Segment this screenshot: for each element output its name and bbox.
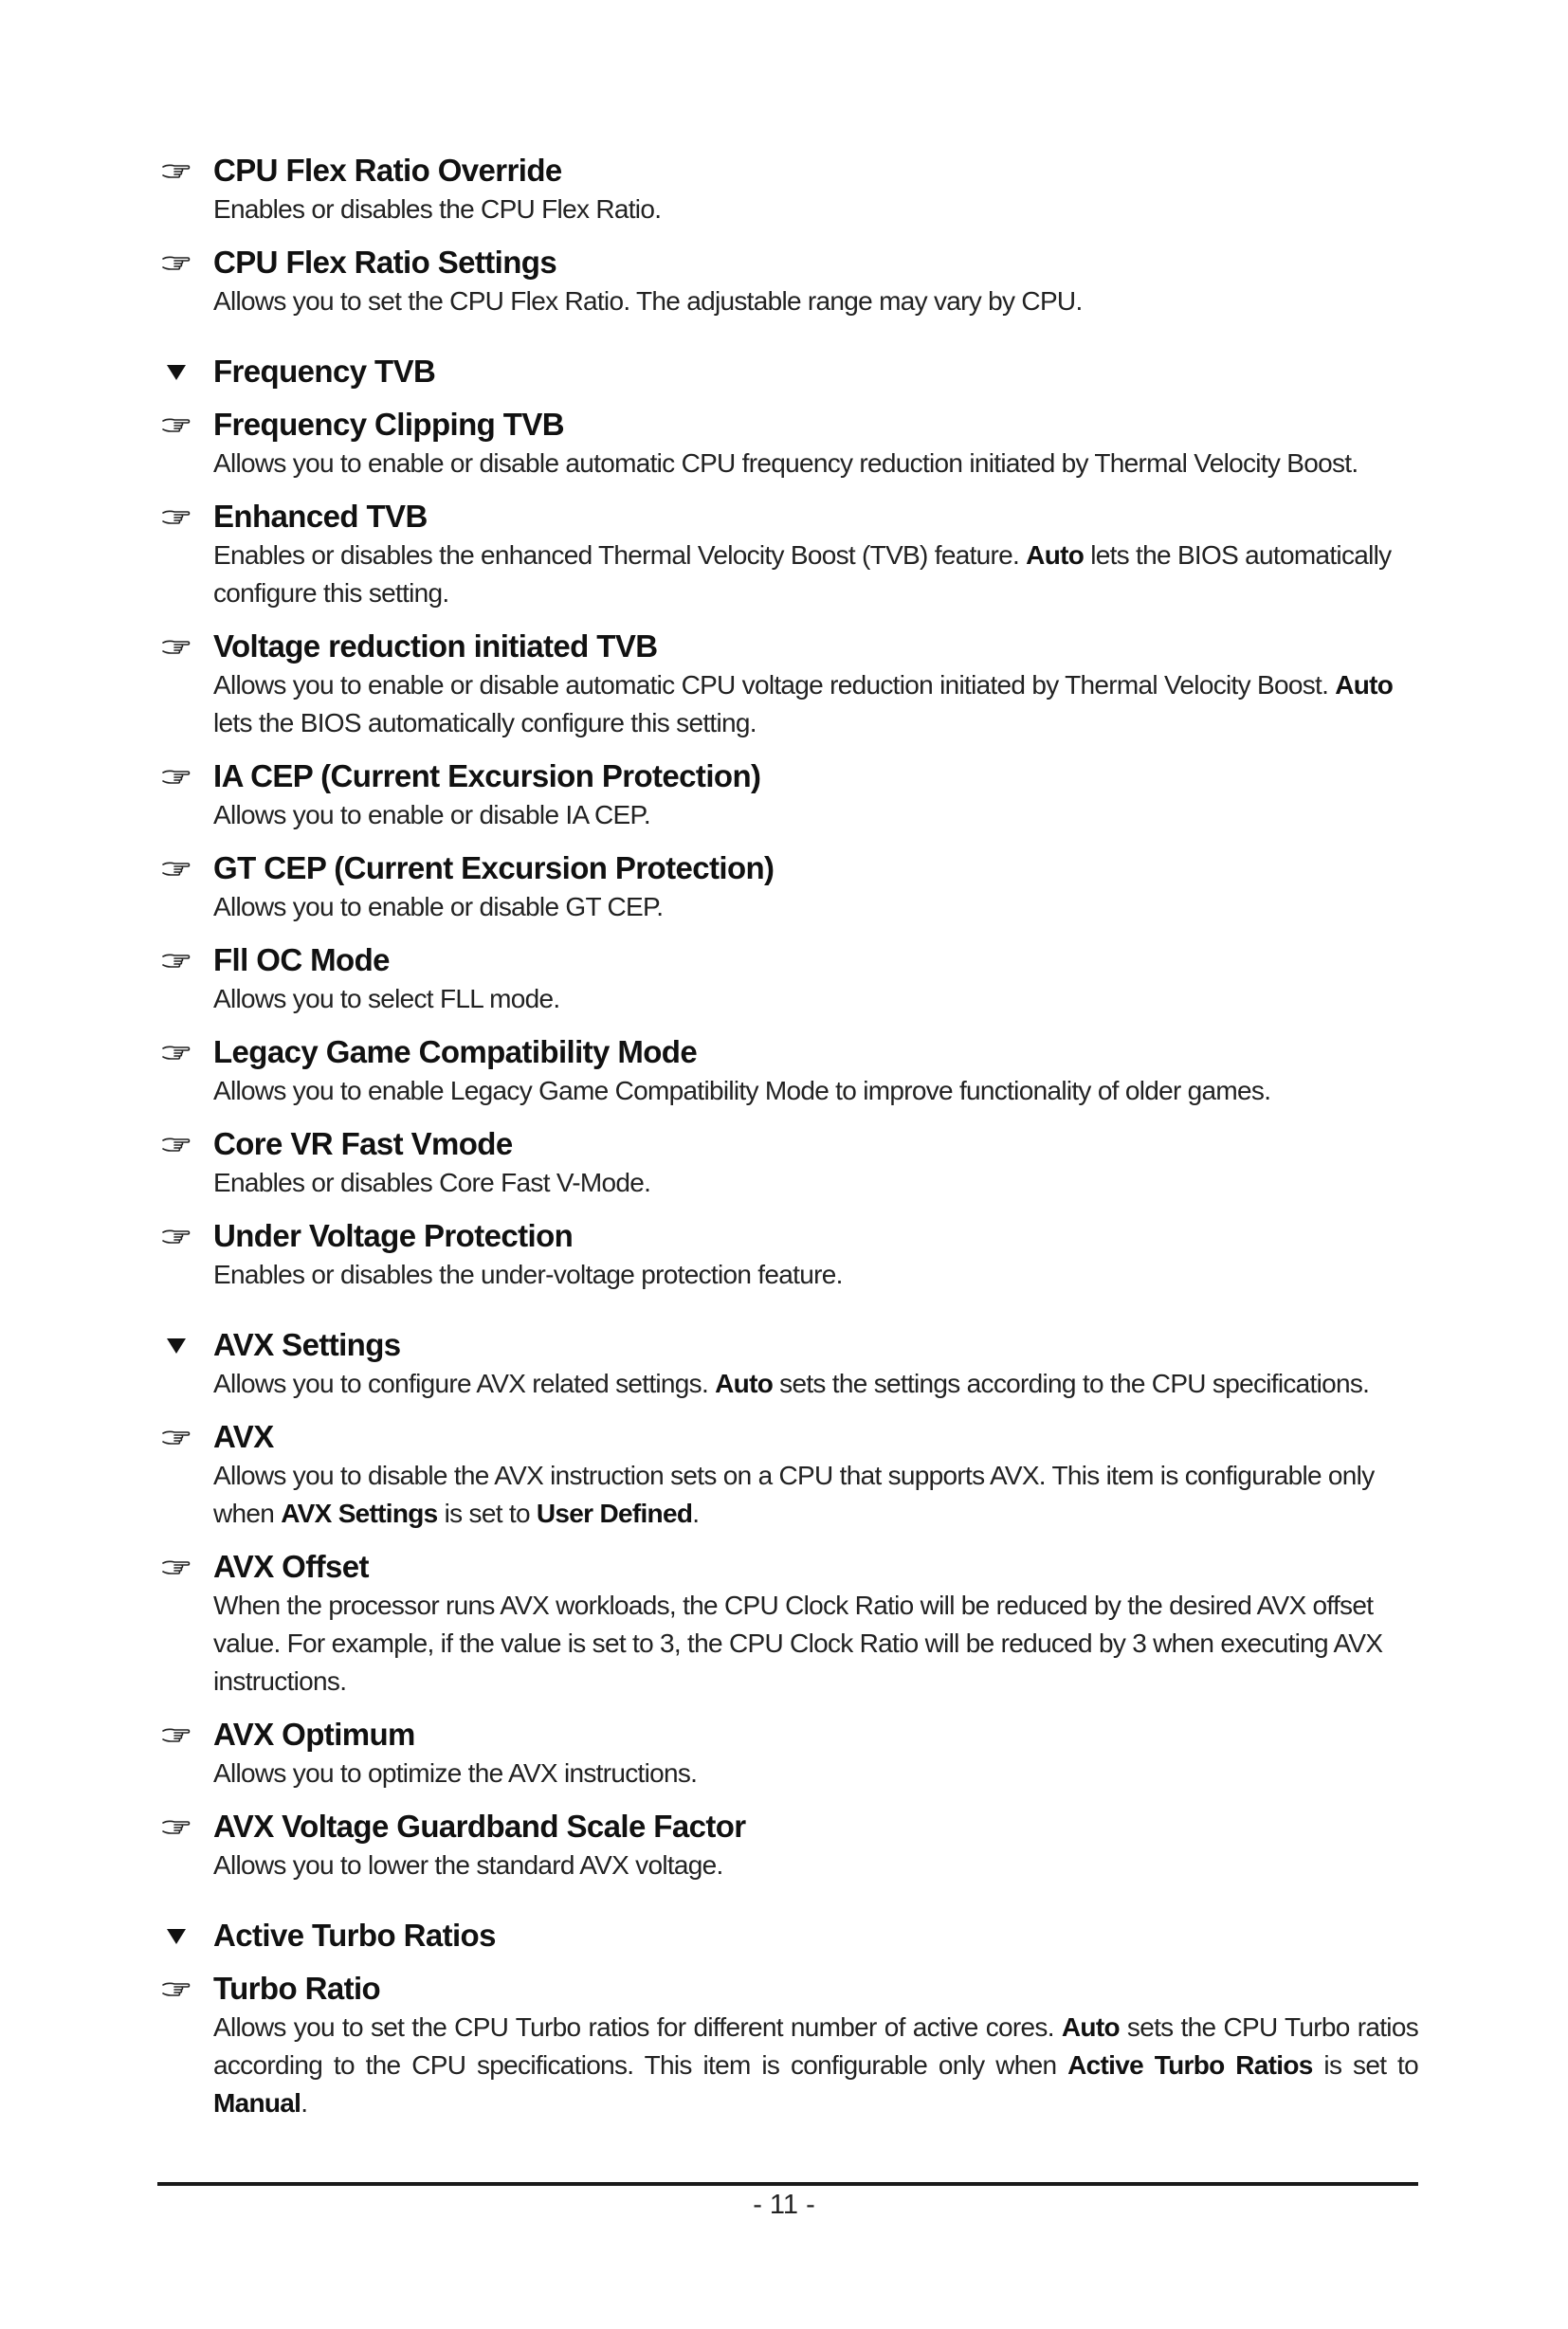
pointing-hand-icon [157,501,195,532]
description-text: Enables or disables the under-voltage protection feature. [213,1260,843,1289]
setting-item [157,1548,1418,1701]
setting-title: Turbo Ratio [213,1971,381,2006]
description-text: Allows you to enable or disable automatic CPU voltage reduction initiated by Thermal Velocity Boost. [213,670,1336,700]
setting-description [213,1365,1418,1403]
setting-description [213,1072,1418,1110]
pointing-hand-icon [157,1811,195,1842]
description-text: lets the BIOS automatically configure this setting. [213,540,1392,608]
setting-item [157,1217,1418,1294]
option-value: Manual [213,2088,301,2118]
setting-item [157,849,1418,926]
option-value: Auto [1026,540,1085,570]
setting-item [157,152,1418,228]
option-value: Auto [1061,2012,1120,2042]
description-text: Enables or disables the enhanced Thermal Velocity Boost (TVB) feature. [213,540,1027,570]
description-text: Allows you to set the CPU Turbo ratios for different number of active cores. [213,2012,1062,2042]
pointing-hand-icon [157,1037,195,1067]
section-title: AVX Settings [213,1327,401,1362]
setting-item [157,628,1418,742]
setting-title: Core VR Fast Vmode [213,1126,513,1161]
setting-item [157,1716,1418,1792]
setting-item [157,1970,1418,2122]
setting-title: GT CEP (Current Excursion Protection) [213,850,775,885]
setting-description [213,1755,1418,1792]
section-heading [157,353,1418,391]
setting-description [213,2009,1418,2122]
setting-item [157,406,1418,482]
setting-title: Legacy Game Compatibility Mode [213,1034,698,1069]
setting-item [157,498,1418,612]
pointing-hand-icon [157,1422,195,1452]
setting-item [157,1125,1418,1202]
description-text: . [301,2088,308,2118]
description-text: Allows you to configure AVX related settings. [213,1369,716,1398]
setting-title: Under Voltage Protection [213,1218,574,1253]
setting-description [213,1587,1418,1701]
description-text: sets the CPU Turbo ratios according to the CPU specifications. This item is configurable only when [213,2012,1418,2080]
description-text: Allows you to optimize the AVX instructions. [213,1758,698,1788]
description-text: Allows you to enable Legacy Game Compatibility Mode to improve functionality of older games. [213,1076,1271,1105]
setting-title: AVX [213,1419,274,1454]
description-text: Allows you to disable the AVX instruction sets on a CPU that supports AVX. This item is configurable only when [213,1461,1375,1528]
setting-title: AVX Offset [213,1549,369,1584]
description-text: lets the BIOS automatically configure this setting. [213,708,757,737]
pointing-hand-icon [157,1129,195,1159]
setting-title: AVX Optimum [213,1717,415,1752]
pointing-hand-icon [157,409,195,440]
pointing-hand-icon [157,1221,195,1251]
setting-description [213,1256,1418,1294]
triangle-down-icon [157,1920,195,1951]
pointing-hand-icon [157,1974,195,2004]
setting-title: Enhanced TVB [213,499,428,534]
setting-item [157,1418,1418,1533]
pointing-hand-icon [157,1552,195,1582]
setting-description [213,537,1418,612]
pointing-hand-icon [157,945,195,975]
setting-item [157,757,1418,834]
option-value: Auto [1335,670,1394,700]
description-text: Allows you to select FLL mode. [213,984,560,1013]
description-text: Allows you to set the CPU Flex Ratio. The adjustable range may vary by CPU. [213,286,1083,316]
setting-item [157,1033,1418,1110]
setting-description [213,980,1418,1018]
pointing-hand-icon [157,631,195,662]
option-value: Auto [715,1369,774,1398]
pointing-hand-icon [157,761,195,791]
setting-title: Frequency Clipping TVB [213,407,564,442]
section-title: Frequency TVB [213,354,436,389]
triangle-down-icon [157,1330,195,1360]
setting-item [157,941,1418,1018]
description-text: Allows you to lower the standard AVX voltage. [213,1850,723,1880]
description-text: sets the settings according to the CPU specifications. [773,1369,1370,1398]
description-text: is set to [437,1499,537,1528]
setting-title: Voltage reduction initiated TVB [213,628,658,664]
setting-title: AVX Voltage Guardband Scale Factor [213,1809,746,1844]
pointing-hand-icon [157,155,195,186]
setting-description [213,282,1418,320]
bios-settings-list [157,152,1418,2122]
description-text: is set to [1312,2050,1419,2080]
setting-description [213,1457,1418,1533]
description-text: When the processor runs AVX workloads, the CPU Clock Ratio will be reduced by the desired AVX offset value. For example, if the value is set to 3, the CPU Clock Ratio will be reduced by 3 when executing AVX instructions. [213,1591,1383,1696]
setting-description [213,888,1418,926]
pointing-hand-icon [157,853,195,883]
description-text: Allows you to enable or disable IA CEP. [213,800,650,829]
setting-title: CPU Flex Ratio Settings [213,245,557,280]
setting-item [157,244,1418,320]
pointing-hand-icon [157,247,195,278]
description-text: Enables or disables the CPU Flex Ratio. [213,194,662,224]
setting-item [157,1808,1418,1884]
option-value: AVX Settings [281,1499,438,1528]
setting-description [213,191,1418,228]
section-heading [157,1917,1418,1955]
setting-description [213,1847,1418,1884]
setting-description [213,445,1418,482]
description-text: Allows you to enable or disable automatic CPU frequency reduction initiated by Thermal Velocity Boost. [213,448,1358,478]
option-value: Active Turbo Ratios [1067,2050,1313,2080]
setting-title: CPU Flex Ratio Override [213,153,562,188]
setting-title: IA CEP (Current Excursion Protection) [213,758,761,793]
setting-description [213,666,1418,742]
setting-description [213,1164,1418,1202]
page-number: - 11 - [753,2190,815,2220]
setting-description [213,796,1418,834]
pointing-hand-icon [157,1719,195,1750]
description-text: Enables or disables Core Fast V-Mode. [213,1168,651,1197]
description-text: Allows you to enable or disable GT CEP. [213,892,664,921]
description-text: . [692,1499,700,1528]
setting-title: Fll OC Mode [213,942,390,977]
section-heading [157,1326,1418,1403]
option-value: User Defined [536,1499,693,1528]
section-title: Active Turbo Ratios [213,1918,496,1953]
triangle-down-icon [157,356,195,387]
